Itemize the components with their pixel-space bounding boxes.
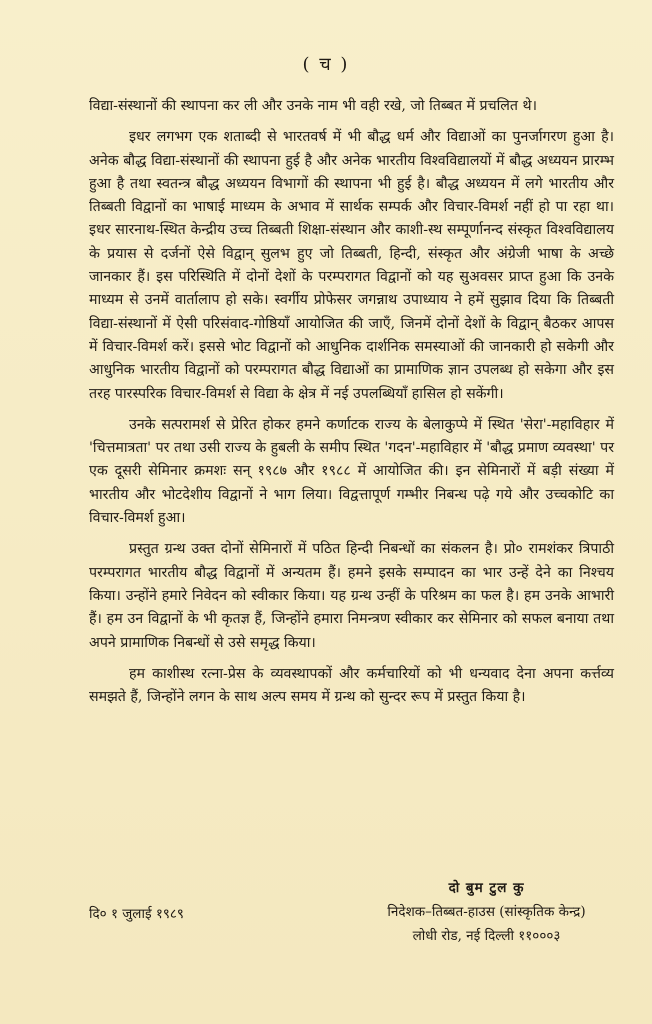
- paragraph-5: हम काशीस्थ रत्ना-प्रेस के व्यवस्थापकों और कर्मचारियों को भी धन्यवाद देना अपना कर्त्तव्य समझते हैं, जिन्होंने लगन के साथ अल्प समय में ग्रन्थ को सुन्दर रूप में प्रस्तुत किया है।: [89, 665, 614, 706]
- signer-title: निदेशक–तिब्बत-हाउस (सांस्कृतिक केन्द्र): [387, 904, 586, 920]
- paragraph-2: इधर लगभग एक शताब्दी से भारतवर्ष में भी बौद्ध धर्म और विद्याओं का पुनर्जागरण हुआ है। अनेक बौद्ध विद्या-संस्थानों की स्थापना हुई है और अनेक भारतीय विश्वविद्यालयों में बौद्ध अध्ययन प्रारम्भ हुआ है तथा स्वतन्त्र बौद्ध अध्ययन विभागों की स्थापना भी हुई है। बौद्ध अध्ययन में लगे भारतीय और तिब्बती विद्वानों का भाषाई माध्यम के अभाव में सार्थक सम्पर्क और विचार-विमर्श नहीं हो पा रहा था। इधर सारनाथ-स्थित केन्द्रीय उच्च तिब्बती शिक्षा-संस्थान और काशी-स्थ सम्पूर्णानन्द संस्कृत विश्वविद्यालय के प्रयास से दर्जनों ऐसे विद्वान् सुलभ हुए जो तिब्बती, हिन्दी, संस्कृत और अंग्रेजी भाषा के अच्छे जानकार हैं। इस परिस्थिति में दोनों देशों के परम्परागत विद्वानों को यह सुअवसर प्राप्त हुआ कि उनके माध्यम से उनमें वार्तालाप हो सके। स्वर्गीय प्रोफेसर जगन्नाथ उपाध्याय ने हमें सुझाव दिया कि तिब्बती विद्या-संस्थानों में ऐसी परिसंवाद-गोष्ठियाँ आयोजित की जाएँ, जिनमें दोनों देशों के विद्वान् बैठकर आपस में विचार-विमर्श करें। इससे भोट विद्वानों को आधुनिक दार्शनिक समस्याओं की जानकारी हो सकेगी और आधुनिक भारतीय विद्वानों को परम्परागत बौद्ध विद्याओं का प्रामाणिक ज्ञान उपलब्ध हो सकेगा और इस तरह पारस्परिक विचार-विमर्श से विद्या के क्षेत्र में नई उपलब्धियाँ हासिल हो सकेंगी।: [89, 129, 614, 402]
- signer-address: लोधी रोड, नई दिल्ली ११०००३: [412, 928, 561, 944]
- signer-name: दो बुम टुल कु: [448, 880, 525, 896]
- signature-block: [359, 876, 614, 948]
- paragraph-4: प्रस्तुत ग्रन्थ उक्त दोनों सेमिनारों में पठित हिन्दी निबन्धों का संकलन है। प्रो० रामशंकर त्रिपाठी परम्परागत भारतीय बौद्ध विद्वानों में अन्यतम हैं। हमने इसके सम्पादन का भार उन्हें देने का निश्चय किया। उन्होंने हमारे निवेदन को स्वीकार किया। यह ग्रन्थ उन्हीं के परिश्रम का फल है। हम उनके आभारी हैं। हम उन विद्वानों के भी कृतज्ञ हैं, जिन्होंने हमारा निमन्त्रण स्वीकार कर सेमिनार को सफल बनाया तथा अपने प्रामाणिक निबन्धों से उसे समृद्ध किया।: [89, 541, 614, 651]
- paragraph-3: उनके सत्परामर्श से प्रेरित होकर हमने कर्णाटक राज्य के बेलाकुप्पे में स्थित 'सेरा'-महाविहार में 'चित्तमात्रता' पर तथा उसी राज्य के हुबली के समीप स्थित 'गदन'-महाविहार में 'बौद्ध प्रमाण व्यवस्था' पर एक दूसरी सेमिनार क्रमशः सन् १९८७ और १९८८ में आयोजित की। इन सेमिनारों में बड़ी संख्या में भारतीय और भोटदेशीय विद्वानों ने भाग लिया। विद्वत्तापूर्ण गम्भीर निबन्ध पढ़े गये और उच्चकोटि का विचार-विमर्श हुआ।: [89, 416, 614, 527]
- body-text: [89, 95, 614, 717]
- page-number: ( च ): [302, 54, 350, 75]
- paragraph-1: विद्या-संस्थानों की स्थापना कर ली और उनके नाम भी वही रखे, जो तिब्बत में प्रचलित थे।: [89, 98, 537, 114]
- document-date: दि० १ जुलाई १९८९: [89, 906, 184, 922]
